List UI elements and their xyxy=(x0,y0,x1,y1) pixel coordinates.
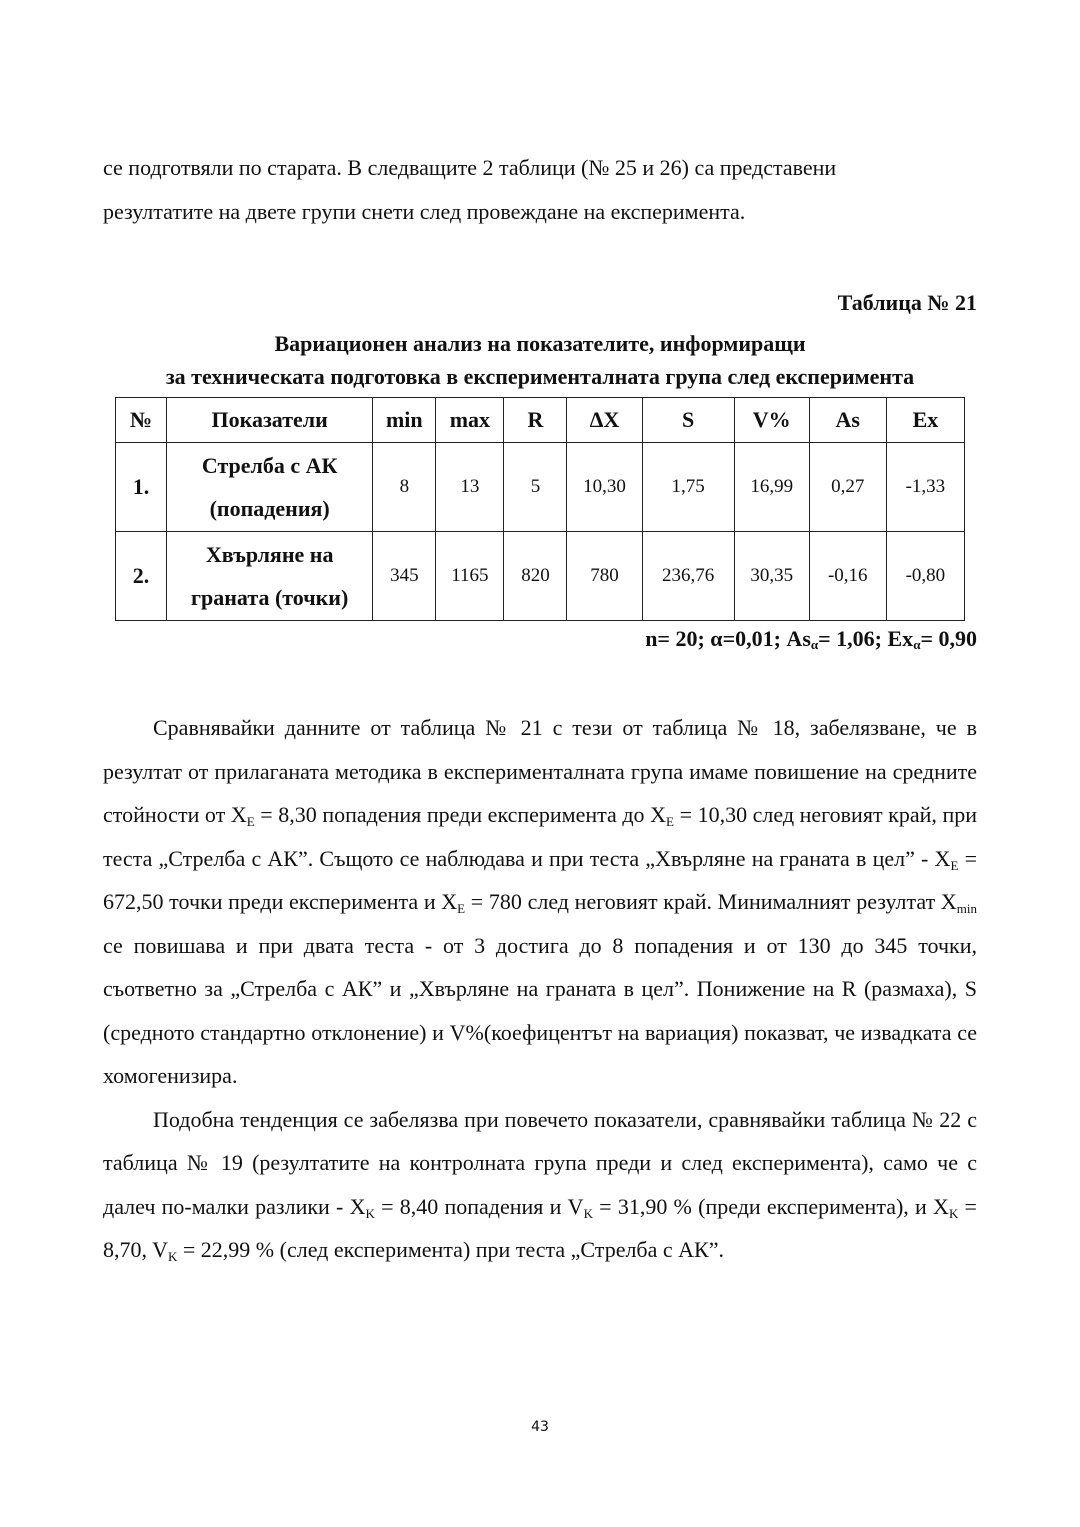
variation-table xyxy=(115,397,965,621)
row-index: 1. xyxy=(116,443,167,532)
table-title-line-2: за техническата подготовка в експерименталната група след експеримента xyxy=(165,364,915,389)
cell-v: 16,99 xyxy=(734,443,809,532)
table-number: Таблица № 21 xyxy=(837,290,977,315)
cell-s: 236,76 xyxy=(642,532,734,621)
header-cell: V% xyxy=(734,398,809,443)
cell-ex: -1,33 xyxy=(886,443,964,532)
cell-max: 13 xyxy=(436,443,504,532)
table-title xyxy=(103,327,977,393)
row-label xyxy=(167,443,373,532)
row-label xyxy=(167,532,373,621)
row-index: 2. xyxy=(116,532,167,621)
page-number: 43 xyxy=(531,1419,549,1435)
header-cell: As xyxy=(809,398,886,443)
header-cell: S xyxy=(642,398,734,443)
table-note: n= 20; α=0,01; $As_\alpha= 1,06$; $Ex_\alpha= 0,90$ xyxy=(645,626,977,652)
cell-r: 820 xyxy=(504,532,567,621)
row-label-line-2: (попадения) xyxy=(209,496,330,521)
cell-mean: 780 xyxy=(567,532,642,621)
cell-r: 5 xyxy=(504,443,567,532)
cell-as: 0,27 xyxy=(809,443,886,532)
row-label-line-1: Стрелба с АК xyxy=(201,453,338,478)
paragraph-1: Сравнявайки данните от таблица № 21 с тези от таблица № 18, забелязване, че в резултат от прилаганата методика в експерименталната група имаме повишение на средните стойности от $X_E = 8,30$ попадения преди експеримента до $X_E = 10,30$ след неговият край, при теста „Стрелба с АК”. Същото се наблюдава и при теста „Хвърляне на граната в цел” - $X_E = 672,50$ точки преди експеримента и $X_E = 780$ след неговият край. Минималният резултат $X_{min}$ се повишава и при двата теста - от 3 достига до 8 попадения и от 130 до 345 точки, съответно за „Стрелба с АК” и „Хвърляне на граната в цел”. Понижение на R (размаха), S (средното стандартно отклонение) и V%(коефицентът на вариация) показват, че извадката се хомогенизира. xyxy=(103,715,978,1088)
table-row xyxy=(116,532,965,621)
cell-v: 30,35 xyxy=(734,532,809,621)
table-header-row xyxy=(116,398,965,443)
header-cell: Показатели xyxy=(167,398,373,443)
table-row xyxy=(116,443,965,532)
intro-paragraph xyxy=(103,146,977,233)
header-cell: min xyxy=(373,398,436,443)
row-label-line-1: Хвърляне на xyxy=(205,542,334,567)
cell-s: 1,75 xyxy=(642,443,734,532)
header-cell: Ex xyxy=(886,398,964,443)
page-content xyxy=(103,146,977,1272)
paragraph-2: Подобна тенденция се забелязва при повечето показатели, сравнявайки таблица № 22 с таблица № 19 (резултатите на контролната група преди и след експеримента), само че с далеч по-малки разлики - $X_K = 8,40$ попадения и $V_K = 31,90$ % (преди експеримента), и $X_K = 8,70$, $V_K = 22,99$ % (след експеримента) при теста „Стрелба с АК”. xyxy=(103,1106,977,1264)
header-cell: ΔX xyxy=(567,398,642,443)
cell-min: 8 xyxy=(373,443,436,532)
table-title-line-1: Вариационен анализ на показателите, информиращи xyxy=(274,331,806,356)
cell-ex: -0,80 xyxy=(886,532,964,621)
header-cell: R xyxy=(504,398,567,443)
intro-line-1: се подготвяли по старата. В следващите 2 таблици (№ 25 и 26) са представени xyxy=(103,155,837,180)
row-label-line-2: граната (точки) xyxy=(191,585,349,610)
header-cell: max xyxy=(436,398,504,443)
intro-line-2: резултатите на двете групи снети след провеждане на експеримента. xyxy=(103,198,746,224)
body-text xyxy=(103,706,977,1272)
cell-min: 345 xyxy=(373,532,436,621)
header-cell: № xyxy=(116,398,167,443)
cell-as: -0,16 xyxy=(809,532,886,621)
cell-max: 1165 xyxy=(436,532,504,621)
cell-mean: 10,30 xyxy=(567,443,642,532)
